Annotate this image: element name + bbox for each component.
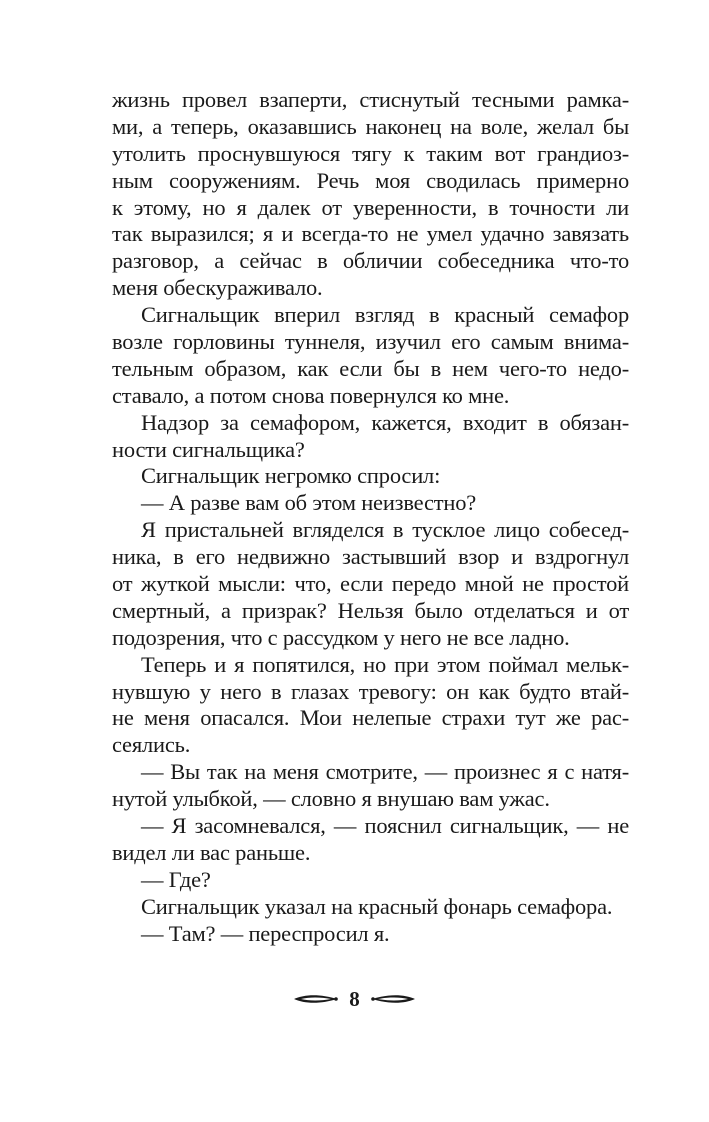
text-line: видел ли вас раньше. bbox=[112, 839, 311, 865]
right-ornament-icon bbox=[370, 993, 416, 1005]
text-line: подозрения, что с рассудком у него не все ладно. bbox=[112, 624, 570, 650]
text-line: меня обескураживало. bbox=[112, 275, 323, 301]
page-number: 8 bbox=[349, 986, 360, 1011]
text-line: так выразился; я и всегда-то не умел удачно завязать bbox=[112, 221, 629, 247]
text-line: тельным образом, как если бы в нем чего-то недо- bbox=[112, 355, 629, 381]
text-line: — Там? — переспросил я. bbox=[141, 920, 390, 946]
text-line: утолить проснувшуюся тягу к таким вот грандиоз- bbox=[112, 140, 629, 166]
text-line: ми, а теперь, оказавшись наконец на воле, желал бы bbox=[112, 113, 629, 139]
text-line: Надзор за семафором, кажется, входит в обязан- bbox=[141, 409, 629, 435]
text-line: Я пристальней вгляделся в тусклое лицо собесед- bbox=[141, 517, 629, 543]
text-line: — А разве вам об этом неизвестно? bbox=[141, 490, 477, 516]
page-footer bbox=[0, 984, 709, 1014]
text-line: к этому, но я далек от уверенности, в точности ли bbox=[112, 194, 629, 220]
text-line: нувшую у него в глазах тревогу: он как будто втай- bbox=[112, 678, 629, 704]
text-line: — Я засомневался, — пояснил сигнальщик, — не bbox=[141, 813, 629, 839]
text-line: не меня опасался. Мои нелепые страхи тут же рас- bbox=[112, 705, 629, 731]
text-line: Сигнальщик негромко спросил: bbox=[141, 463, 441, 489]
text-line: от жуткой мысли: что, если передо мной не простой bbox=[112, 571, 629, 597]
text-line: ности сигнальщика? bbox=[112, 436, 305, 462]
text-line: — Вы так на меня смотрите, — произнес я с натя- bbox=[141, 759, 629, 785]
text-line: Сигнальщик указал на красный фонарь семафора. bbox=[141, 893, 613, 919]
text-line: Сигнальщик вперил взгляд в красный семафор bbox=[141, 302, 629, 328]
body-text bbox=[112, 87, 629, 948]
text-line: ным сооружениям. Речь моя сводилась примерно bbox=[112, 167, 629, 193]
text-line: Теперь и я попятился, но при этом поймал мельк- bbox=[141, 651, 629, 677]
left-ornament-icon bbox=[293, 993, 339, 1005]
text-line: — Где? bbox=[141, 866, 211, 892]
text-line: нутой улыбкой, — словно я внушаю вам ужас. bbox=[112, 786, 550, 812]
text-line: жизнь провел взаперти, стиснутый тесными рамка- bbox=[112, 87, 629, 112]
text-line: смертный, а призрак? Нельзя было отделаться и от bbox=[112, 597, 629, 623]
text-line: разговор, а сейчас в обличии собеседника что-то bbox=[112, 248, 629, 274]
text-line: ставало, а потом снова повернулся ко мне. bbox=[112, 382, 510, 408]
text-line: возле горловины туннеля, изучил его самым внима- bbox=[112, 329, 629, 355]
text-line: сеялись. bbox=[112, 732, 191, 758]
text-line: ника, в его недвижно застывший взор и вздрогнул bbox=[112, 544, 629, 570]
